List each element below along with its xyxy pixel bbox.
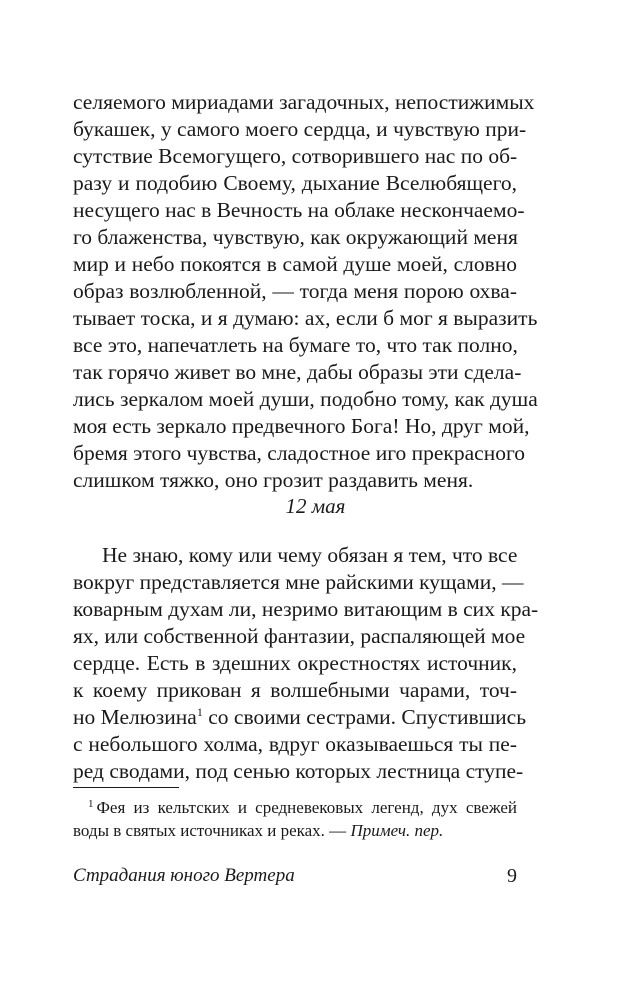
text-fragment: со своими сестрами. Спустившись: [202, 705, 527, 729]
footnote-reference[interactable]: 1: [196, 705, 203, 719]
translator-note: Примеч. пер.: [350, 821, 444, 840]
text-line: тывает тоска, и я думаю: ах, если б мог я выразить: [73, 306, 538, 330]
footnote-text: воды в святых источниках и реках. —: [73, 821, 351, 840]
page-number: 9: [507, 865, 517, 887]
footnote-text: Фея из кельтских и средневековых легенд, дух свежей: [96, 798, 517, 817]
text-line: сутствие Всемогущего, сотворившего нас по об-: [73, 144, 518, 168]
footnote-line: [88, 797, 517, 821]
text-line: мир и небо покоятся в самой душе моей, словно: [73, 252, 517, 276]
text-line: так горячо живет во мне, дабы образы эти сдела-: [73, 360, 522, 384]
text-line: ях, или собственной фантазии, распаляющей мое: [73, 624, 526, 648]
text-line: разу и подобию Своему, дыхание Вселюбящего,: [73, 171, 517, 195]
text-line: коварным духам ли, незримо витающим в сих кра-: [73, 597, 539, 621]
text-line: слишком тяжко, оно грозит раздавить меня.: [73, 468, 474, 492]
text-line: к коему прикован я волшебными чарами, точ-: [73, 678, 517, 702]
text-line: с небольшого холма, вдруг оказываешься ты пе-: [73, 732, 517, 756]
footnote-number: 1: [88, 798, 94, 810]
text-line: ред сводами, под сенью которых лестница ступе-: [73, 759, 524, 783]
text-line: го блаженства, чувствую, как окружающий меня: [73, 225, 518, 249]
text-line: букашек, у самого моего сердца, и чувствую при-: [73, 117, 527, 141]
text-line: моя есть зеркало предвечного Бога! Но, друг мой,: [73, 414, 530, 438]
text-line-with-footnote-ref: [73, 704, 527, 734]
text-line: образ возлюбленной, — тогда меня порою охва-: [73, 279, 517, 303]
footnote-divider: [73, 787, 179, 788]
text-line: лись зеркалом моей души, подобно тому, как душа: [73, 387, 538, 411]
text-line: бремя этого чувства, сладостное иго прекрасного: [73, 441, 525, 465]
text-line: вокруг представляется мне райскими кущами, —: [73, 570, 524, 594]
text-line: все это, напечатлеть на бумаге то, что так полно,: [73, 333, 518, 357]
footnote-line: [73, 820, 517, 842]
text-line: Не знаю, кому или чему обязан я тем, что все: [102, 543, 518, 567]
text-fragment: но Мелюзина: [73, 705, 197, 729]
entry-date-heading: 12 мая: [285, 494, 346, 518]
text-line: несущего нас в Вечность на облаке нескончаемо-: [73, 198, 525, 222]
text-line: селяемого мириадами загадочных, непостижимых: [73, 90, 535, 114]
running-footer-title: Страдания юного Вертера: [73, 865, 295, 886]
text-line: сердце. Есть в здешних окрестностях источник,: [73, 651, 517, 675]
